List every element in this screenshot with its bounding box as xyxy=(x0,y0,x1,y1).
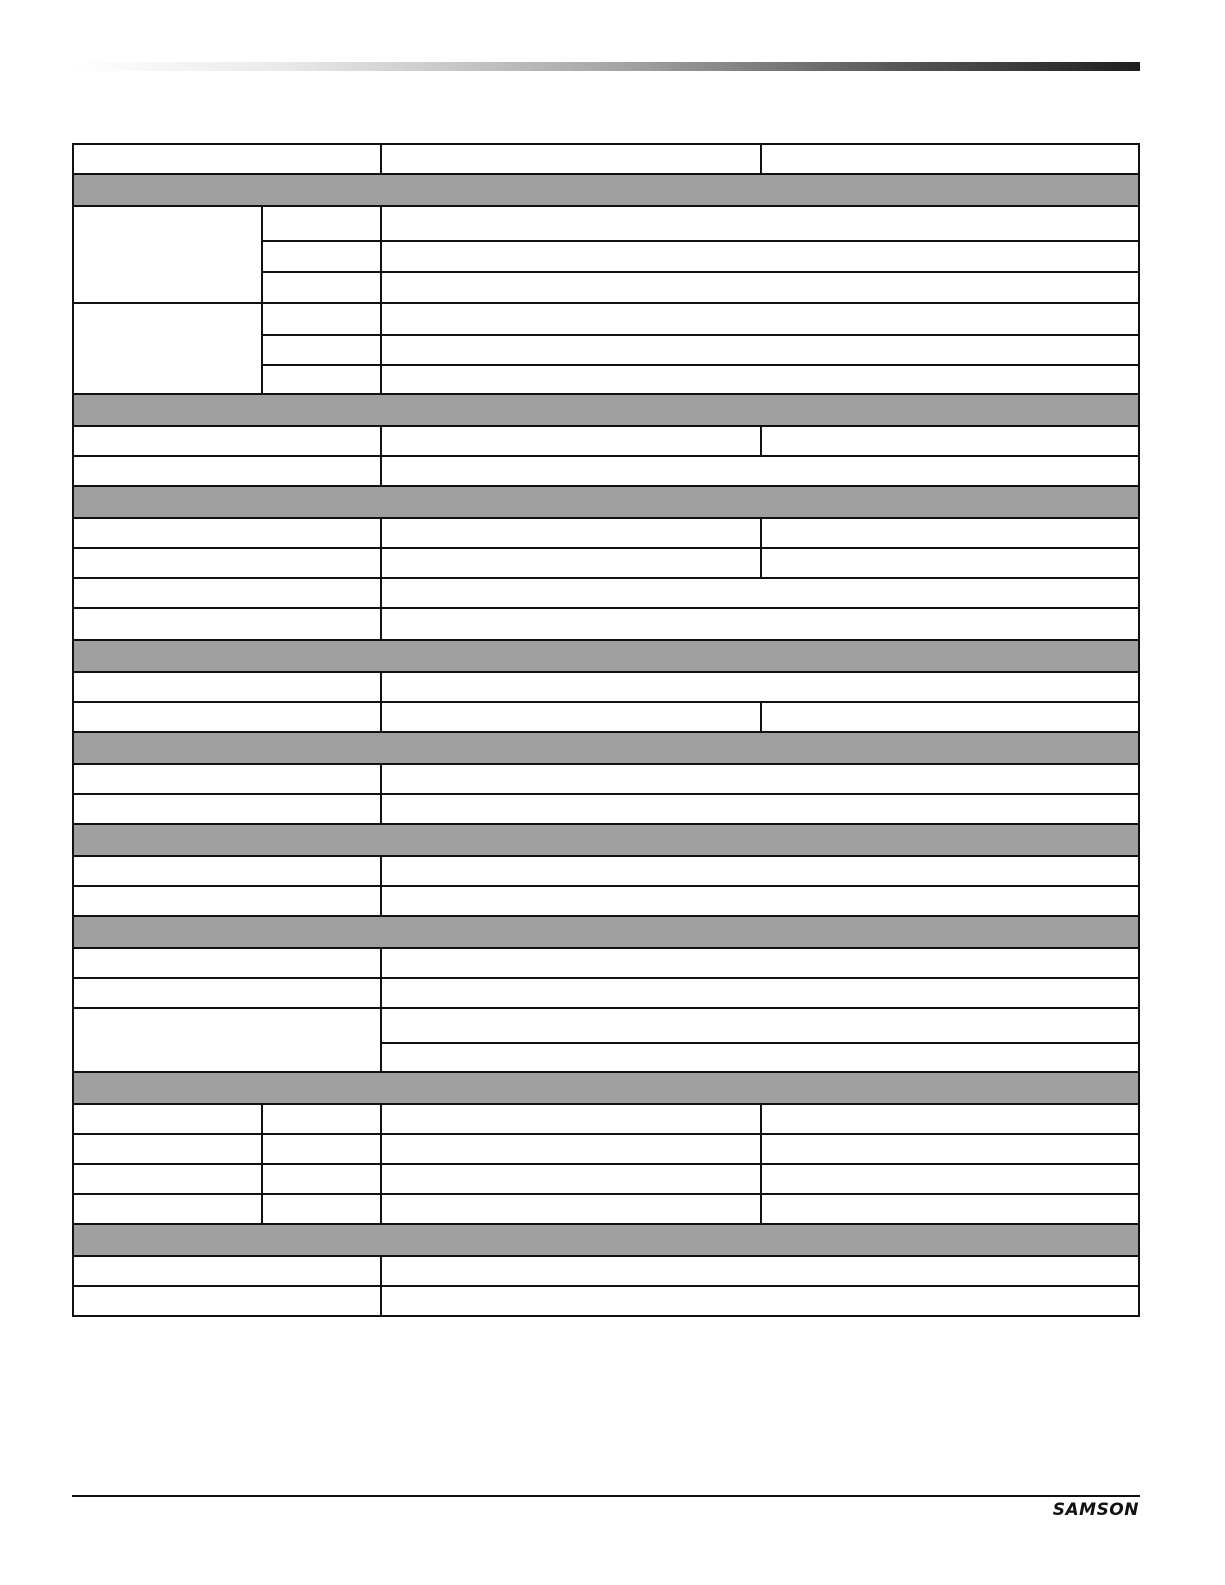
table-row xyxy=(72,455,1140,485)
table-cell xyxy=(762,1135,1138,1163)
table-cell xyxy=(74,765,382,793)
table-cell xyxy=(382,1195,762,1223)
table-row xyxy=(72,517,1140,547)
section-header-row xyxy=(72,485,1140,517)
table-cell xyxy=(263,366,382,395)
table-cell xyxy=(382,673,1138,701)
table-row xyxy=(263,304,1138,334)
section-header-row xyxy=(72,731,1140,763)
footer-rule xyxy=(72,1495,1140,1497)
section-header-row xyxy=(72,1071,1140,1103)
table-cell xyxy=(74,1105,263,1133)
table-cell xyxy=(762,703,1138,731)
section-header-row xyxy=(72,173,1140,205)
row-group xyxy=(72,1007,1140,1071)
table-cell xyxy=(382,609,1138,639)
specification-table xyxy=(72,143,1140,1317)
table-cell xyxy=(762,1195,1138,1223)
table-cell xyxy=(382,145,762,173)
table-cell xyxy=(382,549,762,577)
group-label-cell xyxy=(74,304,263,393)
table-cell xyxy=(74,1287,382,1315)
table-row xyxy=(72,607,1140,639)
table-row xyxy=(72,671,1140,701)
table-row xyxy=(72,763,1140,793)
section-header-row xyxy=(72,393,1140,425)
table-cell xyxy=(263,304,382,334)
table-cell xyxy=(74,857,382,885)
table-row xyxy=(72,1285,1140,1317)
table-row xyxy=(72,1193,1140,1223)
table-cell xyxy=(382,336,1138,364)
table-cell xyxy=(762,519,1138,547)
table-cell xyxy=(263,242,382,271)
table-cell xyxy=(382,1257,1138,1285)
table-row xyxy=(72,425,1140,455)
table-cell xyxy=(382,795,1138,823)
section-header-row xyxy=(72,639,1140,671)
table-cell xyxy=(74,795,382,823)
section-header-row xyxy=(72,1223,1140,1255)
table-cell xyxy=(382,1165,762,1193)
table-row xyxy=(72,947,1140,977)
table-cell xyxy=(74,519,382,547)
table-cell xyxy=(263,1105,382,1133)
table-cell xyxy=(74,949,382,977)
group-label-cell xyxy=(74,207,263,302)
table-row xyxy=(382,1009,1138,1042)
table-cell xyxy=(382,765,1138,793)
header-gradient-bar xyxy=(72,62,1140,71)
table-cell xyxy=(74,979,382,1007)
table-cell xyxy=(74,427,382,455)
table-cell xyxy=(263,207,382,240)
section-header-row xyxy=(72,823,1140,855)
table-cell xyxy=(74,579,382,607)
table-row xyxy=(263,240,1138,271)
table-row xyxy=(72,701,1140,731)
table-cell xyxy=(74,1257,382,1285)
table-cell xyxy=(382,1105,762,1133)
section-header-row xyxy=(72,915,1140,947)
table-row xyxy=(72,547,1140,577)
table-row xyxy=(263,364,1138,395)
table-cell xyxy=(263,273,382,304)
table-cell xyxy=(382,457,1138,485)
table-cell xyxy=(74,673,382,701)
table-cell xyxy=(74,1135,263,1163)
table-cell xyxy=(762,1165,1138,1193)
row-group xyxy=(72,302,1140,393)
table-cell xyxy=(382,1287,1138,1315)
table-row xyxy=(72,1133,1140,1163)
table-cell xyxy=(263,1195,382,1223)
table-row xyxy=(382,1042,1138,1073)
table-cell xyxy=(382,857,1138,885)
table-cell xyxy=(74,1195,263,1223)
table-row xyxy=(72,977,1140,1007)
table-row xyxy=(72,1163,1140,1193)
table-cell xyxy=(382,1135,762,1163)
table-cell xyxy=(762,549,1138,577)
table-cell xyxy=(382,1044,1138,1073)
table-row xyxy=(72,885,1140,915)
table-cell xyxy=(263,336,382,364)
table-cell xyxy=(263,1135,382,1163)
table-cell xyxy=(762,1105,1138,1133)
samson-logo: SAMSON xyxy=(1052,1500,1139,1520)
table-cell xyxy=(382,1009,1138,1042)
table-cell xyxy=(762,145,1138,173)
row-group xyxy=(72,205,1140,302)
table-cell xyxy=(382,207,1138,240)
table-cell xyxy=(382,366,1138,395)
table-row xyxy=(72,793,1140,823)
table-cell xyxy=(382,887,1138,915)
table-cell xyxy=(382,242,1138,271)
table-cell xyxy=(382,273,1138,304)
table-row xyxy=(72,1255,1140,1285)
group-label-cell xyxy=(74,1009,382,1071)
table-row xyxy=(72,1103,1140,1133)
table-cell xyxy=(74,457,382,485)
table-cell xyxy=(382,579,1138,607)
table-cell xyxy=(382,427,762,455)
table-cell xyxy=(74,887,382,915)
table-cell xyxy=(382,949,1138,977)
table-cell xyxy=(74,609,382,639)
table-row xyxy=(263,271,1138,304)
table-cell xyxy=(382,703,762,731)
table-header-row xyxy=(72,143,1140,173)
table-row xyxy=(263,334,1138,364)
table-cell xyxy=(74,1165,263,1193)
table-row xyxy=(263,207,1138,240)
table-cell xyxy=(74,145,382,173)
table-cell xyxy=(382,304,1138,334)
table-cell xyxy=(74,549,382,577)
table-cell xyxy=(74,703,382,731)
table-row xyxy=(72,855,1140,885)
table-row xyxy=(72,577,1140,607)
table-cell xyxy=(382,979,1138,1007)
table-cell xyxy=(263,1165,382,1193)
table-cell xyxy=(762,427,1138,455)
table-cell xyxy=(382,519,762,547)
